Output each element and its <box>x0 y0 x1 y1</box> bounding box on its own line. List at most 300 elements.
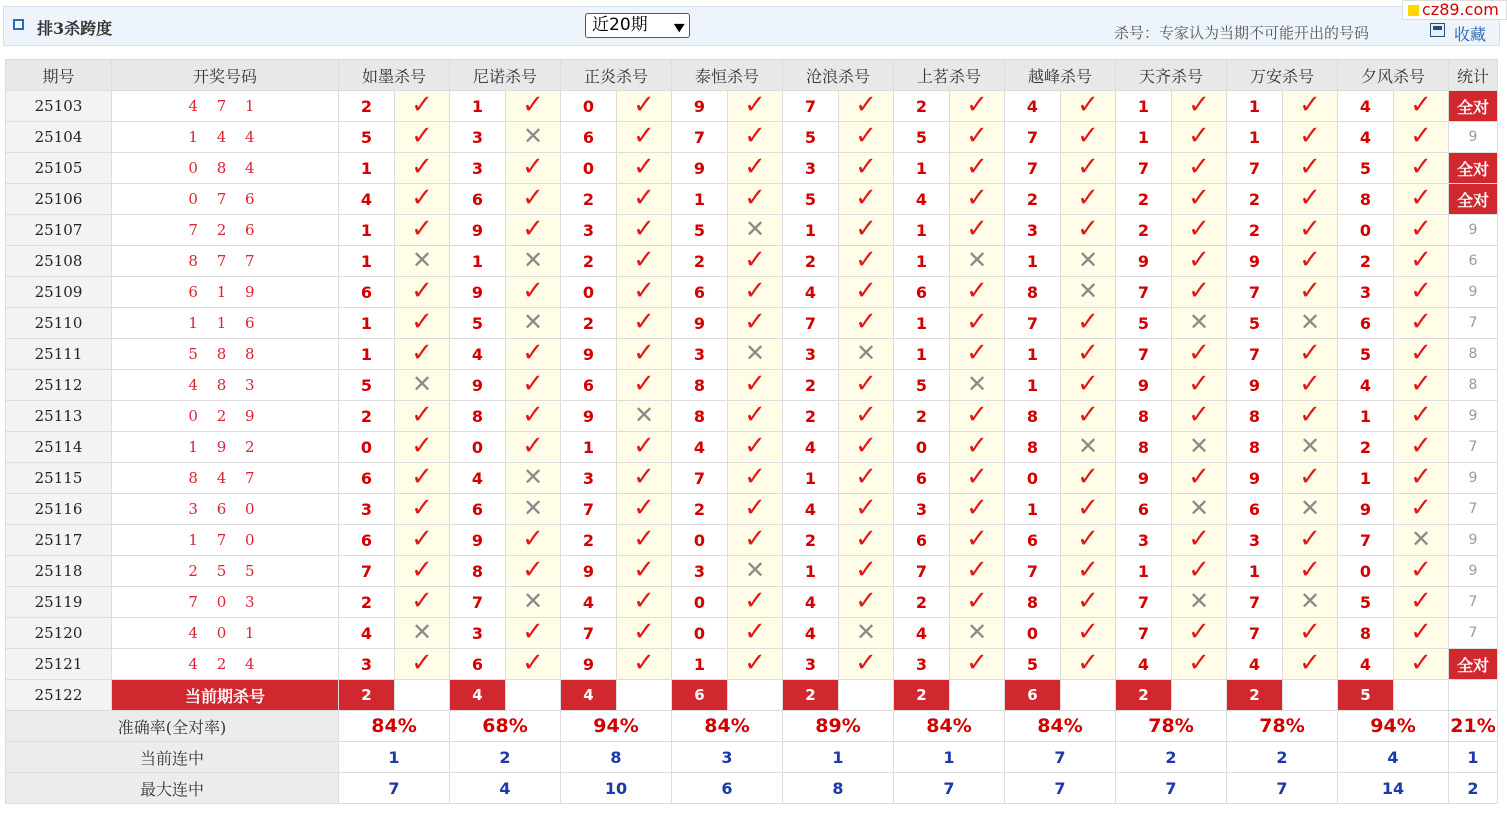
accuracy-row-value: 68% <box>450 711 561 742</box>
result-mark-cell <box>506 432 561 463</box>
kill-number-cell: 1 <box>339 153 395 184</box>
result-mark-cell <box>839 587 894 618</box>
current-streak-row-value: 2 <box>1227 742 1338 773</box>
result-mark-cell <box>950 308 1005 339</box>
current-streak-row-total: 1 <box>1449 742 1498 773</box>
result-mark-cell <box>1061 370 1116 401</box>
save-icon[interactable] <box>1430 23 1445 37</box>
result-mark-cell <box>1061 246 1116 277</box>
kill-number-cell: 5 <box>1227 308 1283 339</box>
kill-number-cell: 9 <box>672 308 728 339</box>
check-icon: ✓ <box>1077 214 1099 244</box>
collapse-checkbox-icon[interactable] <box>13 19 24 30</box>
cross-icon: ✕ <box>966 618 988 646</box>
result-mark-cell <box>728 122 783 153</box>
stat-count-cell: 9 <box>1449 463 1498 494</box>
result-mark-cell <box>839 525 894 556</box>
check-icon: ✓ <box>1188 648 1210 678</box>
kill-number-cell: 8 <box>1116 432 1172 463</box>
check-icon: ✓ <box>522 369 544 399</box>
kill-number-cell: 2 <box>672 246 728 277</box>
check-icon: ✓ <box>411 462 433 492</box>
kill-number-cell: 9 <box>672 153 728 184</box>
kill-number-cell: 1 <box>1116 556 1172 587</box>
column-header-expert: 尼诺杀号 <box>450 60 561 91</box>
result-mark-cell <box>1172 277 1227 308</box>
result-mark-cell <box>1283 246 1338 277</box>
max-streak-row-total: 2 <box>1449 773 1498 804</box>
kill-number-cell: 7 <box>1227 618 1283 649</box>
empty-cell <box>617 680 672 711</box>
check-icon: ✓ <box>1188 462 1210 492</box>
result-mark-cell <box>839 494 894 525</box>
check-icon: ✓ <box>411 121 433 151</box>
check-icon: ✓ <box>1299 555 1321 585</box>
check-icon: ✓ <box>966 586 988 616</box>
result-mark-cell <box>728 370 783 401</box>
draw-number-cell: 5 8 8 <box>112 339 339 370</box>
result-mark-cell <box>1172 432 1227 463</box>
check-icon: ✓ <box>522 431 544 461</box>
kill-number-cell: 9 <box>450 215 506 246</box>
cross-icon: ✕ <box>855 618 877 646</box>
check-icon: ✓ <box>1188 617 1210 647</box>
issue-cell: 25118 <box>6 556 112 587</box>
kill-number-cell: 2 <box>1005 184 1061 215</box>
check-icon: ✓ <box>1188 524 1210 554</box>
kill-number-cell: 3 <box>1227 525 1283 556</box>
page-title: 排3杀跨度 <box>37 19 113 38</box>
result-mark-cell <box>395 649 450 680</box>
kill-number-cell: 2 <box>894 91 950 122</box>
max-streak-row-value: 14 <box>1338 773 1449 804</box>
check-icon: ✓ <box>1410 152 1432 182</box>
current-kill-label: 当前期杀号 <box>112 680 339 711</box>
result-mark-cell <box>1394 308 1449 339</box>
result-mark-cell <box>1061 215 1116 246</box>
current-kill-number: 2 <box>1227 680 1283 711</box>
kill-number-cell: 1 <box>450 91 506 122</box>
accuracy-row-value: 94% <box>561 711 672 742</box>
kill-number-cell: 6 <box>450 184 506 215</box>
kill-number-cell: 5 <box>783 122 839 153</box>
check-icon: ✓ <box>855 276 877 306</box>
check-icon: ✓ <box>1077 338 1099 368</box>
kill-number-cell: 4 <box>783 618 839 649</box>
check-icon: ✓ <box>855 152 877 182</box>
kill-number-cell: 8 <box>1005 277 1061 308</box>
result-mark-cell <box>617 587 672 618</box>
table-row <box>6 277 1498 308</box>
check-icon: ✓ <box>1410 586 1432 616</box>
result-mark-cell <box>506 184 561 215</box>
draw-number-cell: 6 1 9 <box>112 277 339 308</box>
result-mark-cell <box>506 556 561 587</box>
check-icon: ✓ <box>966 121 988 151</box>
kill-number-cell: 4 <box>1338 649 1394 680</box>
check-icon: ✓ <box>522 152 544 182</box>
current-kill-number: 2 <box>783 680 839 711</box>
cross-icon: ✕ <box>1077 277 1099 305</box>
cross-icon: ✕ <box>1077 432 1099 460</box>
header-row <box>6 60 1498 91</box>
result-mark-cell <box>617 370 672 401</box>
favorite-link[interactable]: 收藏 <box>1454 25 1487 44</box>
result-mark-cell <box>1061 618 1116 649</box>
kill-number-cell: 7 <box>1116 587 1172 618</box>
result-mark-cell <box>617 649 672 680</box>
check-icon: ✓ <box>1410 183 1432 213</box>
current-kill-number: 2 <box>339 680 395 711</box>
kill-number-cell: 9 <box>450 370 506 401</box>
kill-number-cell: 5 <box>1005 649 1061 680</box>
result-mark-cell <box>1394 277 1449 308</box>
check-icon: ✓ <box>966 400 988 430</box>
kill-number-cell: 2 <box>783 370 839 401</box>
check-icon: ✓ <box>966 555 988 585</box>
issue-cell: 25103 <box>6 91 112 122</box>
result-mark-cell <box>1061 463 1116 494</box>
kill-number-cell: 5 <box>783 184 839 215</box>
check-icon: ✓ <box>855 648 877 678</box>
kill-number-cell: 8 <box>1338 184 1394 215</box>
result-mark-cell <box>950 184 1005 215</box>
result-mark-cell <box>1172 308 1227 339</box>
max-streak-row-label: 最大连中 <box>6 773 339 804</box>
check-icon: ✓ <box>744 462 766 492</box>
check-icon: ✓ <box>855 555 877 585</box>
check-icon: ✓ <box>1299 338 1321 368</box>
cross-icon: ✕ <box>1077 246 1099 274</box>
check-icon: ✓ <box>1299 245 1321 275</box>
check-icon: ✓ <box>633 462 655 492</box>
result-mark-cell <box>1394 184 1449 215</box>
current-streak-row-value: 1 <box>783 742 894 773</box>
table-row <box>6 587 1498 618</box>
kill-number-cell: 6 <box>894 463 950 494</box>
issue-cell: 25107 <box>6 215 112 246</box>
draw-number-cell: 8 4 7 <box>112 463 339 494</box>
draw-number-cell: 0 7 6 <box>112 184 339 215</box>
max-streak-row <box>6 773 1498 804</box>
cross-icon: ✕ <box>855 339 877 367</box>
kill-number-cell: 4 <box>1338 122 1394 153</box>
result-mark-cell <box>950 153 1005 184</box>
kill-number-cell: 9 <box>561 556 617 587</box>
result-mark-cell <box>950 432 1005 463</box>
result-mark-cell <box>506 525 561 556</box>
kill-number-cell: 3 <box>1005 215 1061 246</box>
check-icon: ✓ <box>966 524 988 554</box>
kill-number-cell: 6 <box>1005 525 1061 556</box>
accuracy-row-value: 84% <box>1005 711 1116 742</box>
kill-number-cell: 2 <box>1227 184 1283 215</box>
kill-number-cell: 3 <box>894 649 950 680</box>
check-icon: ✓ <box>1188 183 1210 213</box>
check-icon: ✓ <box>1410 493 1432 523</box>
current-kill-number: 4 <box>450 680 506 711</box>
accuracy-row-total: 21% <box>1449 711 1498 742</box>
kill-number-cell: 8 <box>672 370 728 401</box>
kill-number-cell: 7 <box>783 91 839 122</box>
result-mark-cell <box>395 184 450 215</box>
kill-number-cell: 7 <box>561 494 617 525</box>
stat-count-cell: 8 <box>1449 370 1498 401</box>
check-icon: ✓ <box>1299 617 1321 647</box>
accuracy-row-label: 准确率(全对率) <box>6 711 339 742</box>
check-icon: ✓ <box>522 555 544 585</box>
result-mark-cell <box>1394 370 1449 401</box>
accuracy-row <box>6 711 1498 742</box>
cross-icon: ✕ <box>1299 494 1321 522</box>
result-mark-cell <box>839 339 894 370</box>
result-mark-cell <box>839 277 894 308</box>
draw-number-cell: 8 7 7 <box>112 246 339 277</box>
table-row <box>6 91 1498 122</box>
current-kill-row <box>6 680 1498 711</box>
kill-number-cell: 9 <box>1116 246 1172 277</box>
kill-number-cell: 7 <box>1005 308 1061 339</box>
kill-number-cell: 7 <box>1005 153 1061 184</box>
column-header-expert: 如墨杀号 <box>339 60 450 91</box>
kill-number-cell: 6 <box>339 277 395 308</box>
check-icon: ✓ <box>1077 617 1099 647</box>
kill-number-cell: 1 <box>1005 494 1061 525</box>
kill-number-cell: 7 <box>672 122 728 153</box>
result-mark-cell <box>395 370 450 401</box>
check-icon: ✓ <box>855 369 877 399</box>
check-icon: ✓ <box>411 276 433 306</box>
kill-number-cell: 9 <box>561 649 617 680</box>
cross-icon: ✕ <box>522 463 544 491</box>
result-mark-cell <box>506 463 561 494</box>
check-icon: ✓ <box>1077 307 1099 337</box>
kill-number-cell: 9 <box>561 401 617 432</box>
kill-hint-text: 杀号：专家认为当期不可能开出的号码 <box>1114 24 1370 42</box>
kill-number-cell: 4 <box>783 277 839 308</box>
kill-number-cell: 1 <box>1338 401 1394 432</box>
check-icon: ✓ <box>1077 648 1099 678</box>
check-icon: ✓ <box>966 152 988 182</box>
result-mark-cell <box>1172 525 1227 556</box>
table-row <box>6 153 1498 184</box>
kill-number-cell: 8 <box>1116 401 1172 432</box>
kill-number-cell: 1 <box>672 184 728 215</box>
result-mark-cell <box>617 308 672 339</box>
current-kill-number: 6 <box>672 680 728 711</box>
kill-number-cell: 4 <box>1338 91 1394 122</box>
kill-number-cell: 1 <box>1005 370 1061 401</box>
kill-number-cell: 9 <box>1227 246 1283 277</box>
table-row <box>6 339 1498 370</box>
table-row <box>6 308 1498 339</box>
cross-icon: ✕ <box>522 308 544 336</box>
check-icon: ✓ <box>1188 121 1210 151</box>
kill-number-cell: 7 <box>1005 556 1061 587</box>
cross-icon: ✕ <box>744 339 766 367</box>
check-icon: ✓ <box>1299 524 1321 554</box>
issue-cell: 25114 <box>6 432 112 463</box>
check-icon: ✓ <box>744 431 766 461</box>
table-row <box>6 618 1498 649</box>
result-mark-cell <box>395 153 450 184</box>
empty-cell <box>950 680 1005 711</box>
kill-number-cell: 7 <box>339 556 395 587</box>
kill-number-cell: 4 <box>339 618 395 649</box>
result-mark-cell <box>839 618 894 649</box>
check-icon: ✓ <box>855 121 877 151</box>
kill-number-cell: 2 <box>1116 215 1172 246</box>
kill-number-cell: 1 <box>1005 339 1061 370</box>
kill-number-cell: 2 <box>894 587 950 618</box>
result-mark-cell <box>1283 556 1338 587</box>
result-mark-cell <box>617 618 672 649</box>
check-icon: ✓ <box>633 90 655 120</box>
kill-number-cell: 9 <box>1227 370 1283 401</box>
kill-number-cell: 6 <box>450 494 506 525</box>
kill-number-cell: 4 <box>783 494 839 525</box>
kill-number-cell: 1 <box>339 308 395 339</box>
max-streak-row-value: 7 <box>1005 773 1116 804</box>
result-mark-cell <box>950 122 1005 153</box>
kill-number-cell: 4 <box>1005 91 1061 122</box>
check-icon: ✓ <box>1077 493 1099 523</box>
kill-number-cell: 9 <box>450 277 506 308</box>
result-mark-cell <box>728 587 783 618</box>
current-streak-row-value: 7 <box>1005 742 1116 773</box>
kill-number-cell: 6 <box>561 122 617 153</box>
kill-number-cell: 0 <box>672 587 728 618</box>
current-streak-row-value: 1 <box>339 742 450 773</box>
cross-icon: ✕ <box>411 246 433 274</box>
kill-number-cell: 8 <box>1227 432 1283 463</box>
result-mark-cell <box>728 463 783 494</box>
chevron-down-icon: ▼ <box>673 21 685 34</box>
kill-number-cell: 6 <box>672 277 728 308</box>
empty-cell <box>395 680 450 711</box>
check-icon: ✓ <box>411 152 433 182</box>
result-mark-cell <box>728 432 783 463</box>
kill-number-cell: 6 <box>561 370 617 401</box>
cross-icon: ✕ <box>522 122 544 150</box>
period-select[interactable] <box>585 13 690 38</box>
kill-number-cell: 1 <box>339 339 395 370</box>
kill-number-cell: 3 <box>894 494 950 525</box>
current-streak-row <box>6 742 1498 773</box>
check-icon: ✓ <box>1299 276 1321 306</box>
issue-cell: 25106 <box>6 184 112 215</box>
kill-number-cell: 0 <box>672 525 728 556</box>
table-row <box>6 401 1498 432</box>
column-header-expert: 沧浪杀号 <box>783 60 894 91</box>
result-mark-cell <box>839 649 894 680</box>
result-mark-cell <box>395 525 450 556</box>
empty-cell <box>1449 680 1498 711</box>
result-mark-cell <box>1283 432 1338 463</box>
empty-cell <box>839 680 894 711</box>
kill-number-cell: 0 <box>1005 463 1061 494</box>
kill-number-cell: 9 <box>1116 463 1172 494</box>
accuracy-row-value: 84% <box>339 711 450 742</box>
check-icon: ✓ <box>633 369 655 399</box>
issue-cell: 25111 <box>6 339 112 370</box>
result-mark-cell <box>395 494 450 525</box>
kill-number-cell: 1 <box>1116 122 1172 153</box>
result-mark-cell <box>728 308 783 339</box>
check-icon: ✓ <box>522 338 544 368</box>
result-mark-cell <box>1283 215 1338 246</box>
result-mark-cell <box>1061 122 1116 153</box>
result-mark-cell <box>506 649 561 680</box>
check-icon: ✓ <box>411 338 433 368</box>
result-mark-cell <box>1283 153 1338 184</box>
result-mark-cell <box>617 277 672 308</box>
check-icon: ✓ <box>1299 462 1321 492</box>
result-mark-cell <box>506 618 561 649</box>
kill-number-cell: 3 <box>561 215 617 246</box>
kill-number-cell: 9 <box>1338 494 1394 525</box>
kill-number-cell: 4 <box>1338 370 1394 401</box>
column-header-draw: 开奖号码 <box>112 60 339 91</box>
kill-number-cell: 2 <box>339 587 395 618</box>
kill-number-cell: 1 <box>894 339 950 370</box>
kill-number-cell: 4 <box>1116 649 1172 680</box>
kill-number-cell: 8 <box>1005 587 1061 618</box>
result-mark-cell <box>395 587 450 618</box>
result-mark-cell <box>617 153 672 184</box>
check-icon: ✓ <box>522 183 544 213</box>
kill-number-cell: 4 <box>561 587 617 618</box>
result-mark-cell <box>1394 153 1449 184</box>
check-icon: ✓ <box>411 400 433 430</box>
draw-number-cell: 4 2 4 <box>112 649 339 680</box>
kill-number-cell: 1 <box>672 649 728 680</box>
kill-number-cell: 5 <box>894 370 950 401</box>
check-icon: ✓ <box>1188 245 1210 275</box>
issue-cell: 25120 <box>6 618 112 649</box>
check-icon: ✓ <box>633 524 655 554</box>
result-mark-cell <box>506 370 561 401</box>
kill-number-cell: 3 <box>783 339 839 370</box>
kill-number-cell: 8 <box>1005 432 1061 463</box>
column-header-expert: 越峰杀号 <box>1005 60 1116 91</box>
result-mark-cell <box>1061 184 1116 215</box>
kill-number-cell: 7 <box>1227 153 1283 184</box>
check-icon: ✓ <box>966 338 988 368</box>
result-mark-cell <box>728 277 783 308</box>
column-header-expert: 天齐杀号 <box>1116 60 1227 91</box>
column-header-expert: 上茗杀号 <box>894 60 1005 91</box>
result-mark-cell <box>839 308 894 339</box>
kill-table <box>5 59 1498 804</box>
kill-number-cell: 7 <box>1116 618 1172 649</box>
kill-number-cell: 5 <box>1338 153 1394 184</box>
check-icon: ✓ <box>966 183 988 213</box>
result-mark-cell <box>1394 339 1449 370</box>
cross-icon: ✕ <box>522 587 544 615</box>
kill-number-cell: 5 <box>894 122 950 153</box>
result-mark-cell <box>506 587 561 618</box>
result-mark-cell <box>728 246 783 277</box>
result-mark-cell <box>1283 184 1338 215</box>
result-mark-cell <box>1394 401 1449 432</box>
result-mark-cell <box>395 463 450 494</box>
check-icon: ✓ <box>522 276 544 306</box>
stat-count-cell: 9 <box>1449 277 1498 308</box>
kill-number-cell: 1 <box>1116 91 1172 122</box>
result-mark-cell <box>950 370 1005 401</box>
check-icon: ✓ <box>411 648 433 678</box>
